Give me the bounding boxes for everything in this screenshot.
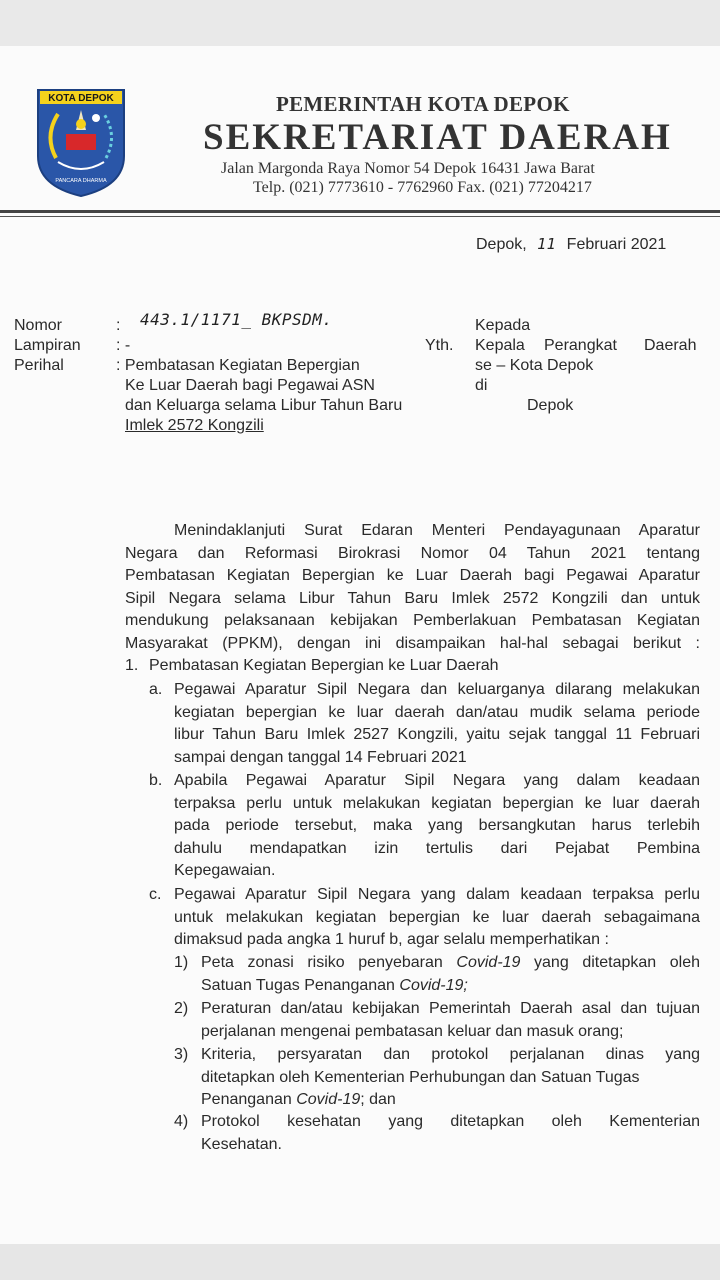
- item-c-line-1: Pegawai Aparatur Sipil Negara yang dalam keadaan terpaksa perlu: [174, 886, 700, 903]
- intro-line-2: Negara dan Reformasi Birokrasi Nomor 04 Tahun 2021 tentang: [125, 544, 700, 562]
- subitem-2-label: 2): [174, 1000, 189, 1017]
- item-b-line-3: pada periode tersebut, maka yang bersangkutan harus terlebih: [174, 817, 700, 834]
- letterhead-divider: [0, 210, 720, 213]
- nomor-label: Nomor: [14, 317, 63, 334]
- intro-line-3: Pembatasan Kegiatan Bepergian ke Luar Daerah bagi Pegawai Aparatur: [125, 567, 700, 584]
- subitem-2-line-1: Peraturan dan/atau kebijakan Pemerintah Daerah asal dan tujuan: [201, 1000, 700, 1017]
- perihal-line-3: dan Keluarga selama Libur Tahun Baru: [125, 397, 403, 414]
- letterhead-divider-thin: [0, 216, 720, 217]
- item-b-line-1: Apabila Pegawai Aparatur Sipil Negara yang dalam keadaan: [174, 772, 700, 789]
- intro-line-1: Menindaklanjuti Surat Edaran Menteri Pendayagunaan Aparatur: [174, 522, 700, 539]
- office-phone: Telp. (021) 7773610 - 7762960 Fax. (021) 77204217: [253, 179, 592, 196]
- recipient-city: Depok: [527, 397, 574, 414]
- item-a-line-3: libur Tahun Baru Imlek 2527 Kongzili, yaitu sejak tanggal 11 Februari: [174, 726, 700, 743]
- intro-line-5: mendukung pelaksanaan kebijakan Pemberlakuan Pembatasan Kegiatan: [125, 612, 700, 629]
- recipient-word-kepala: Kepala: [475, 337, 525, 354]
- perihal-line-4: Imlek 2572 Kongzili: [125, 417, 264, 434]
- office-name: SEKRETARIAT DAERAH: [203, 117, 672, 158]
- lampiran-value: : -: [116, 337, 131, 354]
- subitem-1-line-1: Peta zonasi risiko penyebaran Covid-19 yang ditetapkan oleh: [201, 954, 701, 971]
- date-day-handwritten: 11: [537, 235, 557, 253]
- item-b-label: b.: [149, 772, 163, 789]
- letter-page: [0, 46, 720, 1244]
- recipient-line-3: di: [475, 377, 488, 394]
- recipient-line-2: se – Kota Depok: [475, 357, 594, 374]
- subitem-1-label: 1): [174, 954, 189, 971]
- subitem-4-label: 4): [174, 1113, 189, 1130]
- item-a-line-1: Pegawai Aparatur Sipil Negara dan keluarganya dilarang melakukan: [174, 681, 700, 698]
- lampiran-label: Lampiran: [14, 337, 81, 354]
- perihal-line-1: : Pembatasan Kegiatan Bepergian: [116, 357, 360, 374]
- perihal-label: Perihal: [14, 357, 64, 374]
- office-address: Jalan Margonda Raya Nomor 54 Depok 16431 Jawa Barat: [221, 160, 595, 177]
- subitem-1-line-2: Satuan Tugas Penanganan Covid-19;: [201, 976, 468, 994]
- subitem-4-line-2: Kesehatan.: [201, 1135, 282, 1153]
- subitem-3-line-2: ditetapkan oleh Kementerian Perhubungan dan Satuan Tugas: [201, 1068, 640, 1086]
- item-b-line-5: Kepegawaian.: [174, 862, 276, 879]
- subitem-4-line-1: Protokol kesehatan yang ditetapkan oleh Kementerian: [201, 1113, 700, 1130]
- subitem-3-line-1: Kriteria, persyaratan dan protokol perjalanan dinas yang: [201, 1046, 700, 1063]
- intro-line-6: Masyarakat (PPKM), dengan ini disampaikan hal-hal sebagai berikut :: [125, 634, 700, 652]
- kota-depok-emblem: [36, 86, 126, 198]
- recipient-kepada: Kepada: [475, 317, 531, 334]
- nomor-colon: :: [116, 317, 121, 334]
- recipient-word-perangkat: Perangkat: [544, 337, 617, 354]
- government-name: PEMERINTAH KOTA DEPOK: [276, 92, 570, 116]
- item-c-label: c.: [149, 886, 162, 903]
- item-a-label: a.: [149, 681, 163, 698]
- intro-line-4: Sipil Negara selama Libur Tahun Baru Imlek 2572 Kongzili dan untuk: [125, 589, 700, 607]
- item-b-line-4: dahulu mendapatkan izin tertulis dari Pejabat Pembina: [174, 839, 700, 857]
- point-1-number: 1.: [125, 657, 139, 674]
- nomor-value-handwritten: 443.1/1171_ BKPSDM.: [140, 310, 333, 329]
- perihal-line-2: Ke Luar Daerah bagi Pegawai ASN: [125, 377, 375, 394]
- item-a-line-2: kegiatan bepergian ke luar daerah dan/atau mudik selama periode: [174, 703, 700, 721]
- recipient-yth: Yth.: [425, 337, 454, 354]
- item-b-line-2: terpaksa perlu untuk melakukan kegiatan bepergian ke luar daerah: [174, 794, 700, 812]
- subitem-3-line-3: Penanganan Covid-19; dan: [201, 1091, 396, 1108]
- emblem-title: KOTA DEPOK: [48, 93, 114, 104]
- item-c-line-2: untuk melakukan kegiatan bepergian ke luar daerah sebagaimana: [174, 908, 700, 926]
- item-c-line-3: dimaksud pada angka 1 huruf b, agar selalu memperhatikan :: [174, 931, 609, 948]
- subitem-3-label: 3): [174, 1046, 189, 1063]
- item-a-line-4: sampai dengan tanggal 14 Februari 2021: [174, 748, 467, 766]
- recipient-word-daerah: Daerah: [644, 337, 697, 354]
- subitem-2-line-2: perjalanan mengenai pembatasan keluar dan masuk orang;: [201, 1022, 624, 1040]
- background-band: [0, 1244, 720, 1280]
- letter-date: Depok, 11 Februari 2021: [476, 235, 667, 253]
- emblem-motto: PANCARA DHARMA: [55, 178, 107, 184]
- point-1-title: Pembatasan Kegiatan Bepergian ke Luar Daerah: [149, 657, 499, 674]
